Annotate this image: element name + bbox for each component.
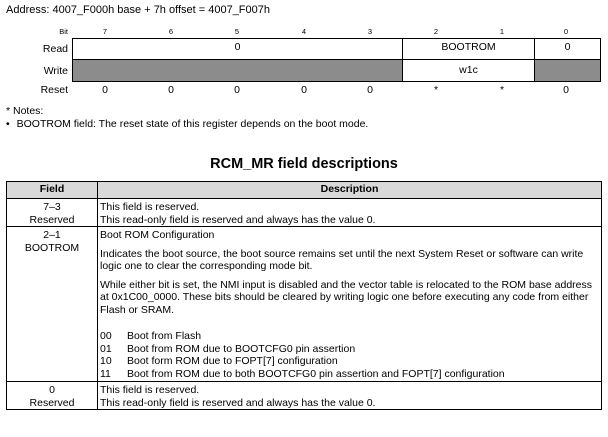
field-bits: 0: [49, 384, 55, 396]
write-field-bootrom: w1c: [459, 64, 478, 76]
enum-text: Boot from ROM due to both BOOTCFG0 pin assertion and FOPT[7] configuration: [127, 367, 505, 380]
enum-text: Boot from Flash: [127, 330, 202, 342]
enum-code: 10: [100, 355, 112, 367]
bit-number: 0: [563, 27, 569, 36]
write-row-label: Write: [43, 65, 68, 77]
field-cell: [7, 199, 98, 227]
field-name: Reserved: [29, 396, 75, 409]
read-field-reserved: 0: [234, 41, 241, 53]
table-title: RCM_MR field descriptions: [210, 156, 398, 172]
reset-value: 0: [234, 84, 240, 96]
description-line: This field is reserved.: [100, 384, 200, 396]
bit-number: 4: [301, 27, 307, 36]
field-cell: [7, 227, 98, 382]
note-item: [6, 118, 368, 131]
field-column-header: Field: [7, 182, 98, 199]
read-field-bootrom: BOOTROM: [441, 41, 496, 53]
bit-number: 2: [433, 27, 439, 36]
bit-number: 6: [168, 27, 174, 36]
description-column-header: Description: [98, 182, 602, 199]
field-name: BOOTROM: [24, 241, 80, 254]
description-line: This read-only field is reserved and always has the value 0.: [100, 213, 376, 226]
bullet-icon: •: [6, 118, 10, 130]
description-cell: [98, 382, 602, 410]
field-name: Reserved: [29, 213, 75, 226]
table-row: [7, 227, 602, 382]
write-field-disabled: [73, 60, 402, 81]
table-header-row: [7, 182, 602, 199]
grid-line: [72, 38, 601, 39]
description-cell: [98, 227, 602, 382]
read-row-label: Read: [42, 43, 68, 55]
reset-row-label: Reset: [40, 84, 68, 96]
read-field-bit0: 0: [564, 41, 571, 53]
reset-value: 0: [367, 84, 373, 96]
register-notes: [6, 105, 368, 131]
field-cell: [7, 382, 98, 410]
enum-item: [100, 368, 599, 381]
bit-label: Bit: [59, 27, 68, 36]
enum-item: [100, 355, 599, 368]
grid-line: [72, 81, 601, 82]
notes-heading: * Notes:: [6, 105, 44, 117]
bit-number: 3: [367, 27, 373, 36]
description-cell: [98, 199, 602, 227]
description-title: Boot ROM Configuration: [100, 229, 215, 241]
table-row: [7, 382, 602, 410]
reset-value: 0: [102, 84, 108, 96]
reset-value: *: [499, 84, 505, 96]
enum-text: Boot from ROM due to BOOTCFG0 pin assertion: [127, 342, 356, 355]
field-descriptions-table: [6, 181, 602, 410]
enum-item: [100, 343, 599, 356]
table-row: [7, 199, 602, 227]
bit-number: 1: [499, 27, 505, 36]
enum-code: 00: [100, 330, 112, 342]
reset-value: 0: [301, 84, 307, 96]
description-paragraph: While either bit is set, the NMI input is disabled and the vector table is relocated to the ROM base address at 0x1C00_0000. These bits should be cleared by writing logic one before executing any code from either Flash or SRAM.: [100, 278, 592, 316]
reset-value: 0: [168, 84, 174, 96]
reset-value: 0: [563, 84, 569, 96]
field-bits: 2–1: [43, 229, 61, 241]
bit-number: 5: [234, 27, 240, 36]
register-address: Address: 4007_F000h base + 7h offset = 4007_F007h: [6, 4, 270, 16]
description-paragraph: Indicates the boot source, the boot source remains set until the next System Reset or software can write logic one to clear the corresponding mode bit.: [100, 247, 584, 272]
enum-code: 11: [100, 367, 111, 380]
write-field-disabled: [535, 60, 600, 81]
field-bits: 7–3: [43, 201, 61, 213]
enum-item: [100, 330, 599, 343]
reset-value: *: [433, 84, 439, 96]
register-diagram: [0, 24, 608, 100]
enum-code: 01: [100, 342, 112, 355]
description-line: This read-only field is reserved and always has the value 0.: [100, 396, 376, 409]
description-line: This field is reserved.: [100, 201, 200, 213]
grid-line: [600, 38, 601, 82]
enum-text: Boot form ROM due to FOPT[7] configuration: [127, 355, 338, 367]
bit-number: 7: [102, 27, 108, 36]
note-text: BOOTROM field: The reset state of this register depends on the boot mode.: [16, 118, 369, 130]
